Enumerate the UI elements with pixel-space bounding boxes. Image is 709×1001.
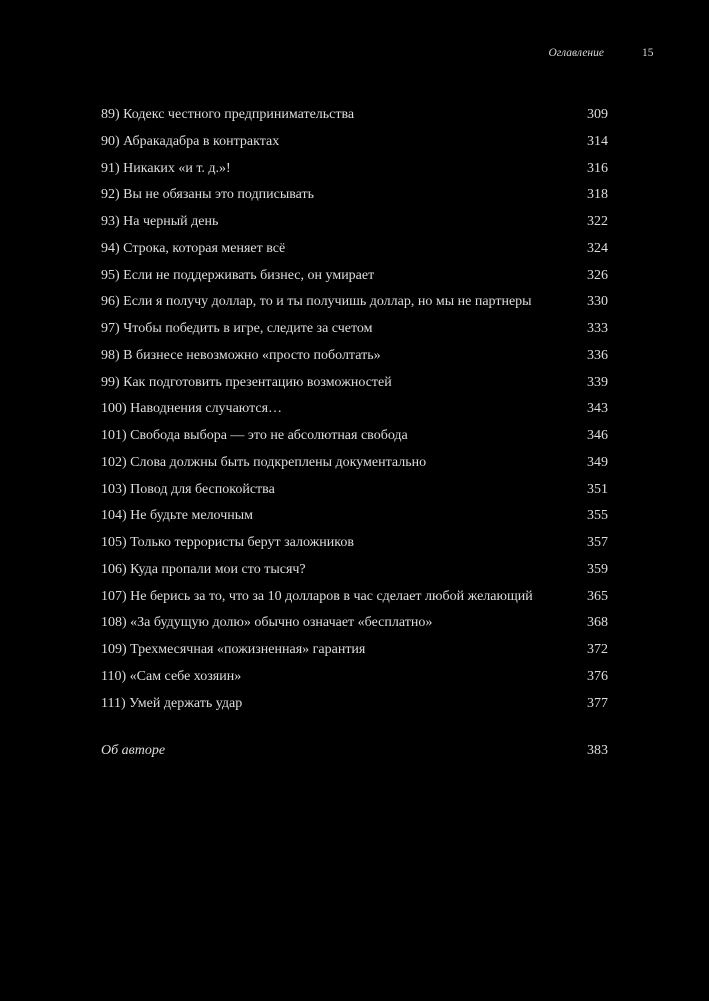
toc-entry-title: 111) Умей держать удар: [101, 695, 243, 711]
toc-entry-title: 106) Куда пропали мои сто тысяч?: [101, 561, 306, 577]
toc-entry-title: 109) Трехмесячная «пожизненная» гарантия: [101, 642, 366, 657]
toc-entry-page: 372: [587, 642, 608, 657]
toc-entry-title: 95) Если не поддерживать бизнес, он умирает: [101, 267, 375, 283]
toc-entry-page: 339: [587, 374, 608, 390]
toc-entry-title: 100) Наводнения случаются…: [101, 401, 283, 417]
toc-entry-page: 365: [587, 588, 608, 604]
toc-entry-about-author[interactable]: [101, 738, 608, 765]
toc-entry[interactable]: [101, 691, 608, 718]
toc-entry-title: 104) Не будьте мелочным: [101, 508, 253, 524]
toc-entry-page: 314: [587, 133, 608, 149]
toc-entry-page: 357: [587, 535, 608, 550]
toc-entry[interactable]: [101, 343, 608, 370]
toc-entry-title: 89) Кодекс честного предпринимательства: [101, 107, 355, 122]
toc-entry[interactable]: [101, 102, 608, 129]
toc-entry[interactable]: [101, 129, 608, 156]
toc-entry-page: 333: [587, 321, 608, 336]
toc-entry-title: 90) Абракадабра в контрактах: [101, 133, 280, 149]
toc-entry-title: Об авторе: [101, 743, 166, 759]
toc-entry[interactable]: [101, 584, 608, 611]
toc-entry-title: 110) «Сам себе хозяин»: [101, 668, 242, 684]
toc-entry-title: 105) Только террористы берут заложников: [101, 535, 354, 550]
toc-entry[interactable]: [101, 156, 608, 183]
toc-entry[interactable]: [101, 236, 608, 263]
toc-entry-page: 316: [587, 160, 608, 176]
toc-entry[interactable]: [101, 396, 608, 423]
toc-entry-page: 349: [587, 454, 608, 470]
toc-entry-page: 376: [587, 668, 608, 684]
toc-entry-page: 368: [587, 615, 608, 631]
toc-entry-title: 99) Как подготовить презентацию возможностей: [101, 374, 392, 390]
toc-entry-title: 103) Повод для беспокойства: [101, 481, 275, 497]
toc-entry-page: 326: [587, 267, 608, 283]
section-name: Оглавление: [548, 47, 604, 59]
toc-entry-title: 98) В бизнесе невозможно «просто поболтать»: [101, 347, 381, 363]
toc-entry[interactable]: [101, 503, 608, 530]
toc-entry[interactable]: [101, 423, 608, 450]
toc-entry-title: 101) Свобода выбора — это не абсолютная свобода: [101, 428, 408, 443]
toc-entry-page: 359: [587, 561, 608, 577]
toc-entry-page: 343: [587, 401, 608, 417]
toc-entry[interactable]: [101, 477, 608, 504]
toc-entry[interactable]: [101, 370, 608, 397]
toc-entry[interactable]: [101, 557, 608, 584]
toc-entry-title: 94) Строка, которая меняет всё: [101, 240, 286, 256]
toc-entry[interactable]: [101, 664, 608, 691]
toc-entry[interactable]: [101, 530, 608, 557]
toc-entry-title: 108) «За будущую долю» обычно означает «бесплатно»: [101, 615, 433, 631]
toc-entry-page: 322: [587, 214, 608, 229]
toc-entry-title: 97) Чтобы победить в игре, следите за счетом: [101, 321, 373, 336]
toc-entry-page: 351: [587, 481, 608, 497]
toc-entry[interactable]: [101, 610, 608, 637]
toc-entry[interactable]: [101, 450, 608, 477]
toc-entry-page: 383: [587, 743, 608, 759]
toc-entry-title: 96) Если я получу доллар, то и ты получишь доллар, но мы не партнеры: [101, 294, 532, 310]
toc-entry-title: 102) Слова должны быть подкреплены документально: [101, 454, 427, 470]
toc-entry-page: 346: [587, 428, 608, 443]
running-header: [0, 44, 709, 62]
toc-entry-page: 330: [587, 294, 608, 310]
toc-entry-page: 355: [587, 508, 608, 524]
toc-entry-page: 336: [587, 347, 608, 363]
toc-entry-title: 107) Не берись за то, что за 10 долларов в час сделает любой желающий: [101, 588, 533, 604]
page-number: 15: [642, 47, 654, 59]
table-of-contents: [101, 102, 608, 765]
toc-entry-title: 93) На черный день: [101, 214, 219, 229]
toc-entry-page: 309: [587, 107, 608, 122]
toc-entry-title: 92) Вы не обязаны это подписывать: [101, 187, 315, 203]
toc-entry-page: 377: [587, 695, 608, 711]
toc-entry[interactable]: [101, 209, 608, 236]
toc-entry[interactable]: [101, 316, 608, 343]
toc-entry[interactable]: [101, 289, 608, 316]
toc-entry-title: 91) Никаких «и т. д.»!: [101, 160, 231, 176]
toc-entry[interactable]: [101, 263, 608, 290]
toc-entry-page: 324: [587, 240, 608, 256]
toc-entry[interactable]: [101, 637, 608, 664]
toc-entry-page: 318: [587, 187, 608, 203]
toc-entry[interactable]: [101, 182, 608, 209]
